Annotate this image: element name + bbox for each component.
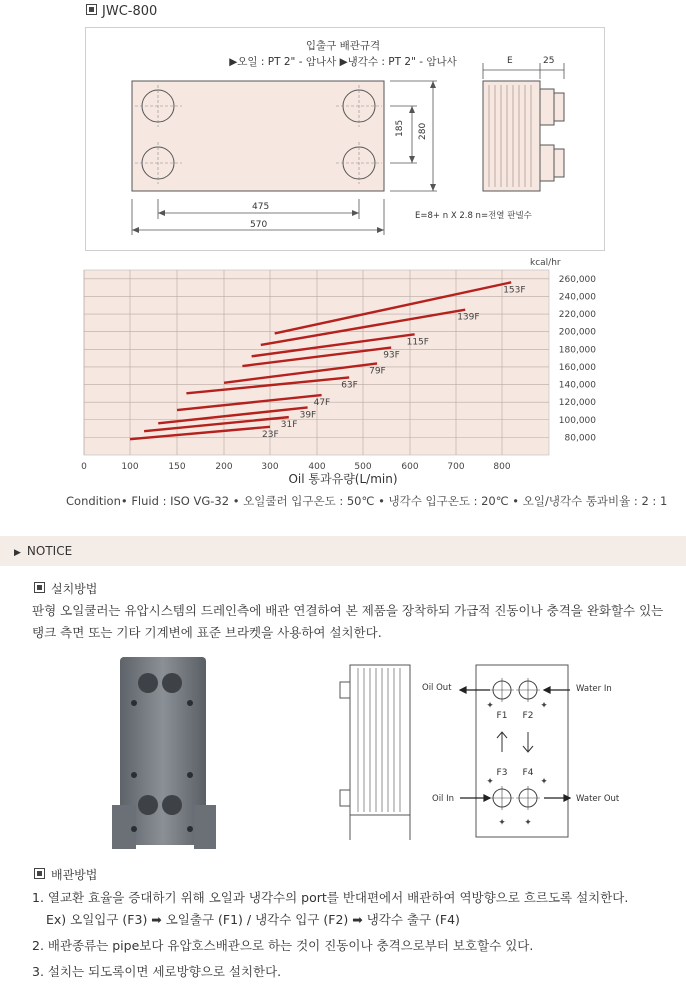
front-schematic [420,660,640,845]
formula-text: E=8+ n X 2.8 n=전열 판넬수 [415,211,532,221]
water-out-label: Water Out [576,794,620,804]
y-axis-unit-label: kcal/hr [530,258,561,268]
y-tick-label: 120,000 [558,398,596,409]
port-label-f4: F4 [522,768,534,778]
series-label-153F: 153F [503,285,526,296]
condition-text: Condition• Fluid : ISO VG-32 • 오일쿨러 입구온도 : 50℃ • 냉각수 입구온도 : 20℃ • 오일/냉각수 통과비율 : 2 : 1 [66,494,668,508]
install-heading-text: 설치방법 [51,582,98,596]
x-tick-label: 150 [168,462,186,472]
bolt-icon: ✦ [486,701,494,711]
port-label-f2: F2 [522,711,534,721]
x-tick-label: 800 [493,462,511,472]
square-bullet-icon [34,868,45,879]
square-bullet-icon [86,4,97,15]
plate-side-view [483,81,564,191]
series-label-93F: 93F [383,350,400,361]
side-body [350,665,410,815]
dim-E: E [507,56,513,66]
x-axis-label: Oil 통과유량(L/min) [288,472,398,486]
x-tick-label: 100 [121,462,139,472]
series-label-47F: 47F [313,398,331,409]
y-tick-label: 220,000 [558,310,596,321]
x-tick-label: 0 [81,462,87,472]
install-paragraph-2: 탱크 측면 또는 기타 기계변에 표준 브라켓을 사용하여 설치한다. [32,625,382,640]
dim-185: 185 [395,119,405,137]
x-tick-label: 400 [308,462,326,472]
port-spec-line: ▶오일 : PT 2" - 암나사 ▶냉각수 : PT 2" - 암나사 [229,56,457,68]
bolt-icon: ✦ [498,818,506,828]
port-label-f3: F3 [496,768,508,778]
y-tick-label: 260,000 [558,274,596,285]
bolt-icon: ✦ [486,777,494,787]
y-tick-label: 160,000 [558,362,596,373]
install-paragraph-1: 판형 오일쿨러는 유압시스템의 드레인측에 배관 연결하여 본 제품을 장착하되 가급적 진동이나 충격을 완화할수 있는 [32,603,664,618]
x-tick-label: 300 [261,462,279,472]
oil-in-label: Oil In [432,794,455,804]
bolt-icon: ✦ [524,818,532,828]
dim-570: 570 [250,220,268,230]
bolt-icon: ✦ [540,777,548,787]
piping-example: Ex) 오일입구 (F3) ➡ 오일출구 (F1) / 냉각수 입구 (F2) ➡ 냉각수 출구 (F4) [46,912,460,927]
y-tick-label: 180,000 [558,345,596,356]
model-title-text: JWC-800 [102,4,158,19]
model-title [86,4,157,19]
series-label-115F: 115F [406,337,429,348]
series-label-139F: 139F [457,312,480,323]
piping-heading-text: 배관방법 [51,868,98,882]
performance-chart [0,258,686,488]
x-tick-label: 500 [354,462,372,472]
water-in-label: Water In [576,684,612,694]
series-label-79F: 79F [369,366,386,377]
y-tick-label: 100,000 [558,415,596,426]
oil-out-label: Oil Out [422,683,452,693]
bracket-photo [110,655,220,855]
y-tick-label: 140,000 [558,380,596,391]
port-label-f1: F1 [496,711,508,721]
dim-475: 475 [252,202,270,212]
dim-25: 25 [543,56,555,66]
notice-bar [0,536,686,566]
front-body [476,665,568,837]
series-label-23F: 23F [262,429,279,440]
port-spec-title: 입출구 배관규격 [305,40,381,52]
x-tick-label: 700 [447,462,465,472]
x-tick-label: 200 [215,462,233,472]
dimension-drawing [85,27,605,251]
plot-area [84,270,549,455]
triangle-bullet-icon: ▶ [14,548,21,558]
side-schematic [330,660,430,845]
piping-heading [34,866,97,883]
y-tick-label: 80,000 [564,433,596,444]
square-bullet-icon [34,582,45,593]
piping-item-2: 2. 배관종류는 pipe보다 유압호스배관으로 하는 것이 진동이나 충격으로부터 보호할수 있다. [32,938,534,953]
y-tick-label: 200,000 [558,327,596,338]
series-label-63F: 63F [341,380,358,391]
x-tick-label: 600 [401,462,419,472]
install-heading [34,580,97,597]
dim-280: 280 [418,122,428,140]
series-label-39F: 39F [299,410,317,421]
notice-label-text: NOTICE [26,544,73,558]
bolt-icon: ✦ [540,701,548,711]
piping-item-3: 3. 설치는 되도록이면 세로방향으로 설치한다. [32,964,282,979]
series-label-31F: 31F [280,420,298,431]
notice-heading [14,544,72,558]
y-tick-label: 240,000 [558,292,596,303]
piping-item-1: 1. 열교환 효율을 증대하기 위해 오일과 냉각수의 port를 반대편에서 배관하여 역방향으로 흐르도록 설치한다. [32,890,629,905]
